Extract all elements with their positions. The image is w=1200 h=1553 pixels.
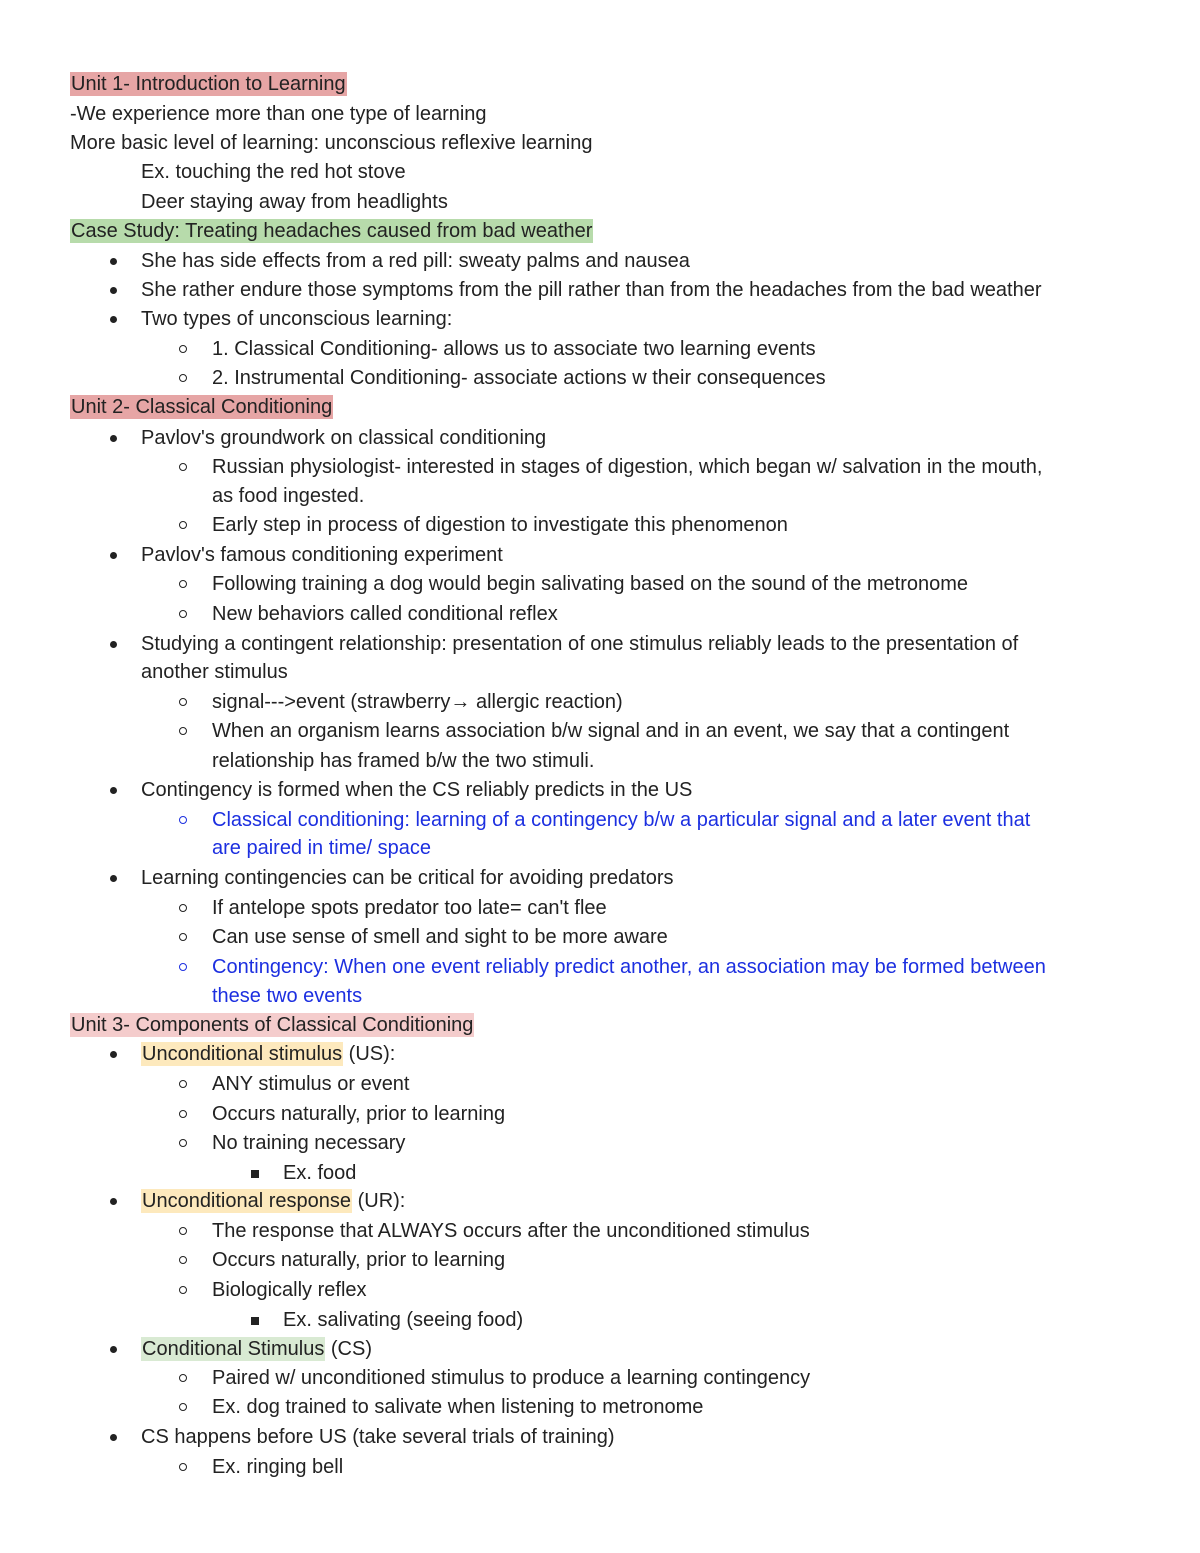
- bullet-icon: [110, 1051, 117, 1058]
- sub-list-item: Biologically reflex: [212, 1278, 367, 1302]
- list-item: Unconditional stimulus (US):: [141, 1042, 395, 1066]
- sub-list-item: Paired w/ unconditioned stimulus to produce a learning contingency: [212, 1366, 810, 1390]
- circle-bullet-icon: [179, 580, 187, 588]
- square-bullet-icon: [251, 1317, 259, 1325]
- sub-list-item: signal--->event (strawberry→ allergic reaction): [212, 690, 623, 714]
- sub-list-item: 2. Instrumental Conditioning- associate actions w their consequences: [212, 366, 826, 390]
- bullet-icon: [110, 875, 117, 882]
- unit3-heading: Unit 3- Components of Classical Conditioning: [71, 1014, 474, 1036]
- sub-list-item: Early step in process of digestion to investigate this phenomenon: [212, 513, 788, 537]
- unit2-heading: Unit 2- Classical Conditioning: [71, 396, 333, 418]
- circle-bullet-icon: [179, 1403, 187, 1411]
- sub-list-item: When an organism learns association b/w signal and in an event, we say that a contingent: [212, 719, 1009, 743]
- sub-list-item: New behaviors called conditional reflex: [212, 602, 558, 626]
- unit1-line: -We experience more than one type of learning: [70, 103, 487, 125]
- sub-list-item: Occurs naturally, prior to learning: [212, 1248, 505, 1272]
- list-item: CS happens before US (take several trials of training): [141, 1425, 615, 1449]
- circle-bullet-icon: [179, 463, 187, 471]
- bullet-icon: [110, 641, 117, 648]
- bullet-icon: [110, 287, 117, 294]
- circle-bullet-icon: [179, 1110, 187, 1118]
- bullet-icon: [110, 258, 117, 265]
- circle-bullet-icon: [179, 1227, 187, 1235]
- sub-list-item: Russian physiologist- interested in stages of digestion, which began w/ salvation in the mouth,: [212, 455, 1042, 479]
- sub-list-item: Ex. dog trained to salivate when listening to metronome: [212, 1395, 703, 1419]
- circle-bullet-icon: [179, 610, 187, 618]
- sub-sub-list-item: Ex. salivating (seeing food): [283, 1308, 523, 1332]
- sub-list-item: Classical conditioning: learning of a contingency b/w a particular signal and a later event that: [212, 808, 1030, 832]
- sub-list-item: ANY stimulus or event: [212, 1072, 410, 1096]
- list-continuation: another stimulus: [141, 661, 288, 683]
- case-study-heading: Case Study: Treating headaches caused from bad weather: [71, 220, 593, 242]
- sub-list-item: No training necessary: [212, 1131, 405, 1155]
- circle-bullet-icon: [179, 933, 187, 941]
- bullet-icon: [110, 1346, 117, 1353]
- circle-bullet-icon: [179, 1080, 187, 1088]
- sub-list-item: The response that ALWAYS occurs after the unconditioned stimulus: [212, 1219, 810, 1243]
- bullet-icon: [110, 435, 117, 442]
- circle-bullet-icon: [179, 1256, 187, 1264]
- circle-bullet-icon: [179, 1139, 187, 1147]
- list-item: She rather endure those symptoms from the pill rather than from the headaches from the bad weather: [141, 278, 1041, 302]
- sub-sub-list-item: Ex. food: [283, 1161, 356, 1185]
- bullet-icon: [110, 1434, 117, 1441]
- sub-list-continuation: as food ingested.: [212, 485, 365, 507]
- list-item: Pavlov's famous conditioning experiment: [141, 543, 503, 567]
- square-bullet-icon: [251, 1170, 259, 1178]
- term-highlight: Conditional Stimulus: [142, 1338, 325, 1360]
- list-item: Unconditional response (UR):: [141, 1189, 405, 1213]
- sub-list-item: Occurs naturally, prior to learning: [212, 1102, 505, 1126]
- sub-list-continuation: are paired in time/ space: [212, 837, 432, 859]
- circle-bullet-icon: [179, 904, 187, 912]
- term-highlight: Unconditional stimulus: [142, 1043, 343, 1065]
- circle-bullet-icon: [179, 963, 187, 971]
- circle-bullet-icon: [179, 1286, 187, 1294]
- sub-list-item: Ex. ringing bell: [212, 1455, 343, 1479]
- circle-bullet-icon: [179, 698, 187, 706]
- list-item: Pavlov's groundwork on classical conditioning: [141, 426, 546, 450]
- list-item: Conditional Stimulus (CS): [141, 1337, 372, 1361]
- unit1-line: More basic level of learning: unconscious reflexive learning: [70, 132, 593, 154]
- sub-list-item: Following training a dog would begin salivating based on the sound of the metronome: [212, 572, 968, 596]
- unit1-example: Ex. touching the red hot stove: [141, 161, 406, 183]
- list-item: She has side effects from a red pill: sweaty palms and nausea: [141, 249, 690, 273]
- bullet-icon: [110, 316, 117, 323]
- circle-bullet-icon: [179, 374, 187, 382]
- circle-bullet-icon: [179, 345, 187, 353]
- circle-bullet-icon: [179, 816, 187, 824]
- list-item: Contingency is formed when the CS reliably predicts in the US: [141, 778, 692, 802]
- bullet-icon: [110, 787, 117, 794]
- bullet-icon: [110, 552, 117, 559]
- sub-list-continuation: these two events: [212, 985, 363, 1007]
- sub-list-continuation: relationship has framed b/w the two stimuli.: [212, 750, 595, 772]
- list-item: Two types of unconscious learning:: [141, 307, 452, 331]
- circle-bullet-icon: [179, 727, 187, 735]
- unit1-heading: Unit 1- Introduction to Learning: [71, 73, 346, 95]
- list-item: Studying a contingent relationship: presentation of one stimulus reliably leads to the presentation of: [141, 632, 1018, 656]
- term-highlight: Unconditional response: [142, 1190, 352, 1212]
- list-item: Learning contingencies can be critical for avoiding predators: [141, 866, 674, 890]
- sub-list-item: Can use sense of smell and sight to be more aware: [212, 925, 668, 949]
- circle-bullet-icon: [179, 1374, 187, 1382]
- unit1-example: Deer staying away from headlights: [141, 191, 448, 213]
- sub-list-item: 1. Classical Conditioning- allows us to associate two learning events: [212, 337, 816, 361]
- sub-list-item: Contingency: When one event reliably predict another, an association may be formed between: [212, 955, 1046, 979]
- circle-bullet-icon: [179, 521, 187, 529]
- circle-bullet-icon: [179, 1463, 187, 1471]
- bullet-icon: [110, 1198, 117, 1205]
- sub-list-item: If antelope spots predator too late= can't flee: [212, 896, 607, 920]
